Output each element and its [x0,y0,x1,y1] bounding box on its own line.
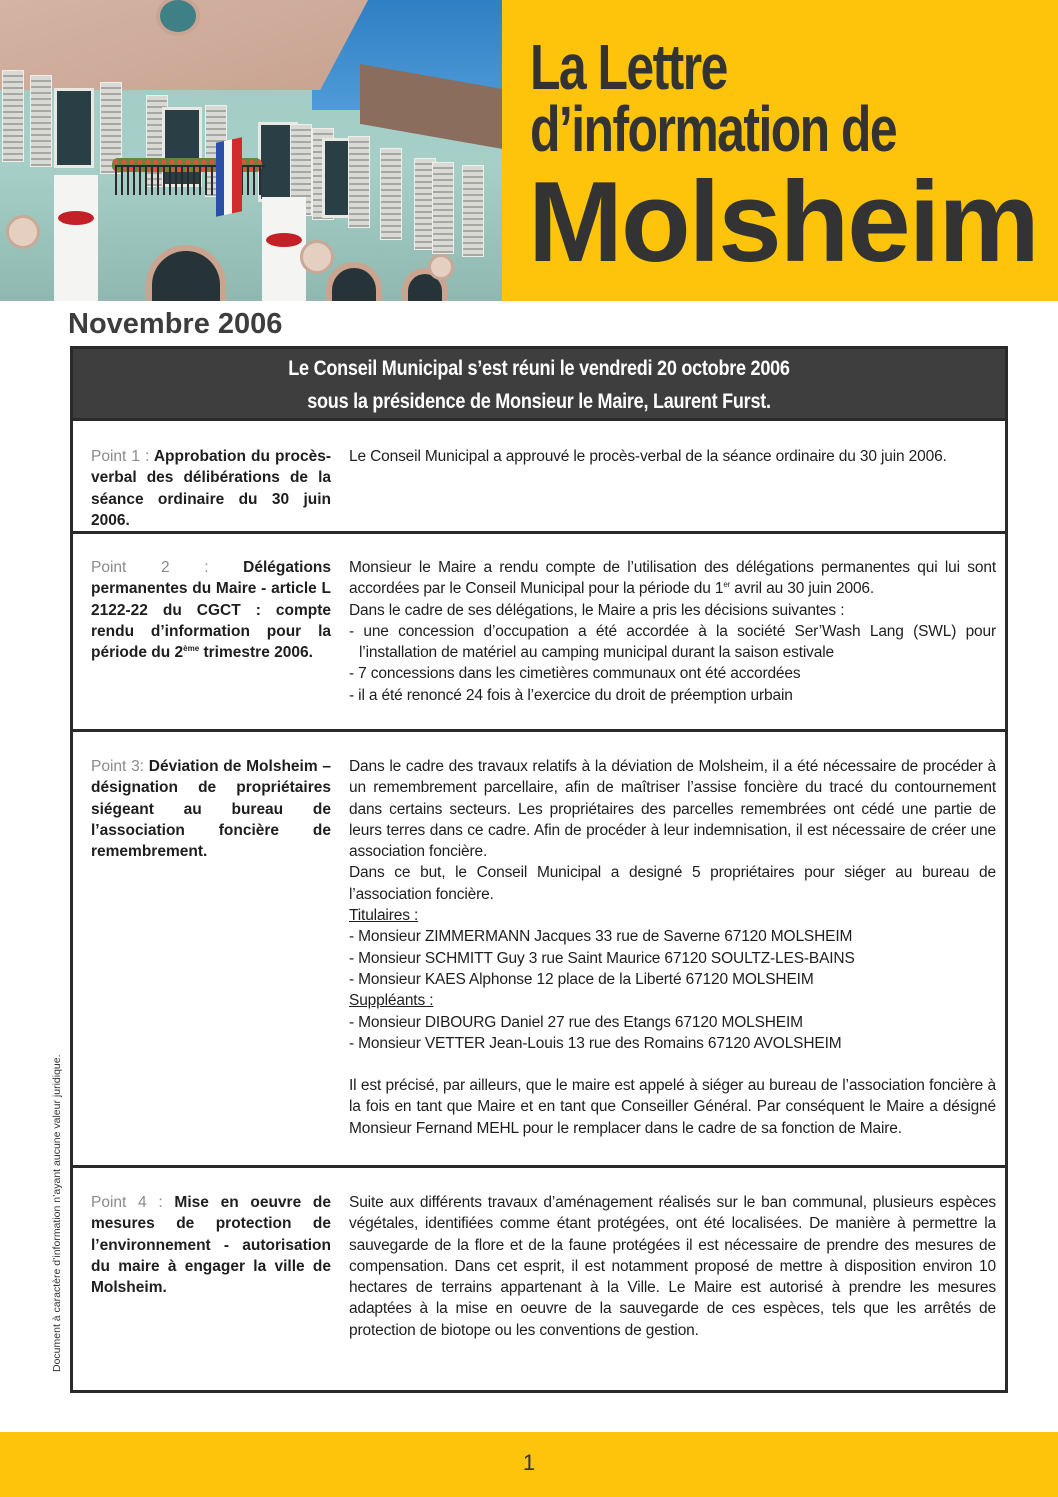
point-paragraph [349,557,996,600]
medallion [300,240,334,274]
bugatti-banner [54,175,98,301]
medallion [428,254,454,280]
paragraph-text: avril au 30 juin 2006. [730,580,875,598]
point-heading [91,557,331,663]
agenda-point-4 [73,1165,1005,1390]
point-heading [91,446,331,531]
point-label: Point 2 : [91,559,209,576]
shutter [432,162,454,254]
arched-window [326,262,382,301]
page-number: 1 [522,1450,536,1475]
bugatti-banner [262,197,306,301]
issue-date: Novembre 2006 [68,308,283,340]
shutter [30,75,52,167]
decisions-intro: Dans le cadre de ses délégations, le Maire a pris les décisions suivantes : [349,601,845,619]
french-flag-icon [216,137,242,217]
superscript: ème [183,644,200,654]
point-paragraph: Dans le cadre des travaux relatifs à la déviation de Molsheim, il a été nécessaire de procéder à un remembrement parcellaire, afin de maîtriser l’assise foncière du tracé du contournement dans certains secteurs. Les propriétaires des parcelles remembrées ont cédé une partie de leurs terres dans ce cadre. Afin de procéder à leur indemnisation, il est nécessaire de créer une association foncière. [349,758,996,861]
spacer [349,1054,996,1075]
shutter [462,165,484,257]
council-minutes-table [70,346,1008,1393]
superscript: er [723,580,731,590]
medallion [6,215,40,249]
agenda-point-3 [73,729,1005,1165]
suppleant-item: - Monsieur DIBOURG Daniel 27 rue des Etangs 67120 MOLSHEIM [349,1013,803,1031]
masthead-town-name: Molsheim [528,159,1038,286]
balcony [115,165,265,195]
titulaire-item: - Monsieur SCHMITT Guy 3 rue Saint Maurice 67120 SOULTZ-LES-BAINS [349,949,855,967]
point-label: Point 4 : [91,1194,163,1211]
shutter [2,70,24,162]
point-title-end: trimestre 2006. [199,644,313,662]
masthead-title-line1: La Lettre [530,31,727,103]
agenda-point-2 [73,531,1005,729]
titulaire-item: - Monsieur KAES Alphonse 12 place de la Liberté 67120 MOLSHEIM [349,970,814,988]
footer-bar [0,1432,1058,1497]
decision-item: - une concession d’occupation a été accordée à la société Ser’Wash Lang (SWL) pour l’installation de matériel au camping municipal durant la saison estivale [349,622,996,662]
point-title: Approbation du procès-verbal des délibérations de la séance ordinaire du 30 juin 2006. [91,448,331,529]
point-paragraph: Dans ce but, le Conseil Municipal a designé 5 propriétaires pour siéger au bureau de l’association foncière. [349,864,996,903]
minutes-header-line2: sous la présidence de Monsieur le Maire, Laurent Furst. [307,390,771,413]
legal-disclaimer: Document à caractère d’information n’ayant aucune valeur juridique. [51,1054,63,1372]
shutter [380,148,402,240]
point-paragraph: Suite aux différents travaux d’aménagement réalisés sur le ban communal, plusieurs espèces végétales, identifiées comme étant protégées, ont été localisées. De manière à permettre la sauvegarde de la flore et de la faune protégées il est nécessaire de prendre des mesures de compensation. Dans cet esprit, il est notamment proposé de mettre à disposition environ 10 hectares de terrains appartenant à la Ville. Le Maire est autorisé à prendre les mesures adaptées à la mise en oeuvre de la sauvegarde de ces espèces, tels que les arrêtés de protection de biotope ou les conventions de gestion. [349,1194,996,1339]
shutter [348,136,370,228]
entrance-arch [146,245,226,301]
titulaires-label: Titulaires : [349,907,419,925]
minutes-header-line1: Le Conseil Municipal s’est réuni le vendredi 20 octobre 2006 [288,357,790,380]
suppleant-item: - Monsieur VETTER Jean-Louis 13 rue des Romains 67120 AVOLSHEIM [349,1034,842,1052]
point-paragraph: Il est précisé, par ailleurs, que le maire est appelé à siéger au bureau de l’association foncière à la fois en tant que Maire et en tant que Conseiller Général. Par conséquent le Maire a désigné Monsieur Fernand MEHL pour le remplacer dans le cadre de sa fonction de Maire. [349,1077,996,1137]
window [54,88,94,168]
point-body [349,446,996,467]
town-hall-photo [0,0,502,301]
masthead [502,0,1058,301]
point-title: Déviation de Molsheim – désignation de propriétaires siégeant au bureau de l’association foncière de remembrement. [91,758,331,861]
decision-item: - 7 concessions dans les cimetières communaux ont été accordées [349,665,801,683]
point-body [349,557,996,706]
titulaire-item: - Monsieur ZIMMERMANN Jacques 33 rue de Saverne 67120 MOLSHEIM [349,928,853,946]
point-heading [91,756,331,862]
point-title: Mise en oeuvre de mesures de protection de l’environnement - autorisation du maire à engager la ville de Molsheim. [91,1194,332,1297]
point-body [349,756,996,1139]
decision-item: - il a été renoncé 24 fois à l’exercice du droit de préemption urbain [349,686,793,704]
masthead-title-line2: d’information de [530,93,897,165]
minutes-header [73,349,1005,421]
point-label: Point 3: [91,758,145,775]
point-body [349,1192,996,1341]
point-title: Délégations permanentes du Maire - article L 2122-22 du CGCT : compte rendu d’information pour la période du 2 [91,559,331,662]
point-paragraph: Le Conseil Municipal a approuvé le procès-verbal de la séance ordinaire du 30 juin 2006. [349,448,947,465]
point-heading [91,1192,331,1298]
agenda-point-1 [73,424,1005,534]
point-label: Point 1 : [91,448,150,465]
paragraph-text: Monsieur le Maire a rendu compte de l’utilisation des délégations permanentes qui lui sont accordées par le Conseil Municipal pour la période du 1 [349,559,996,598]
suppleants-label: Suppléants : [349,992,434,1010]
